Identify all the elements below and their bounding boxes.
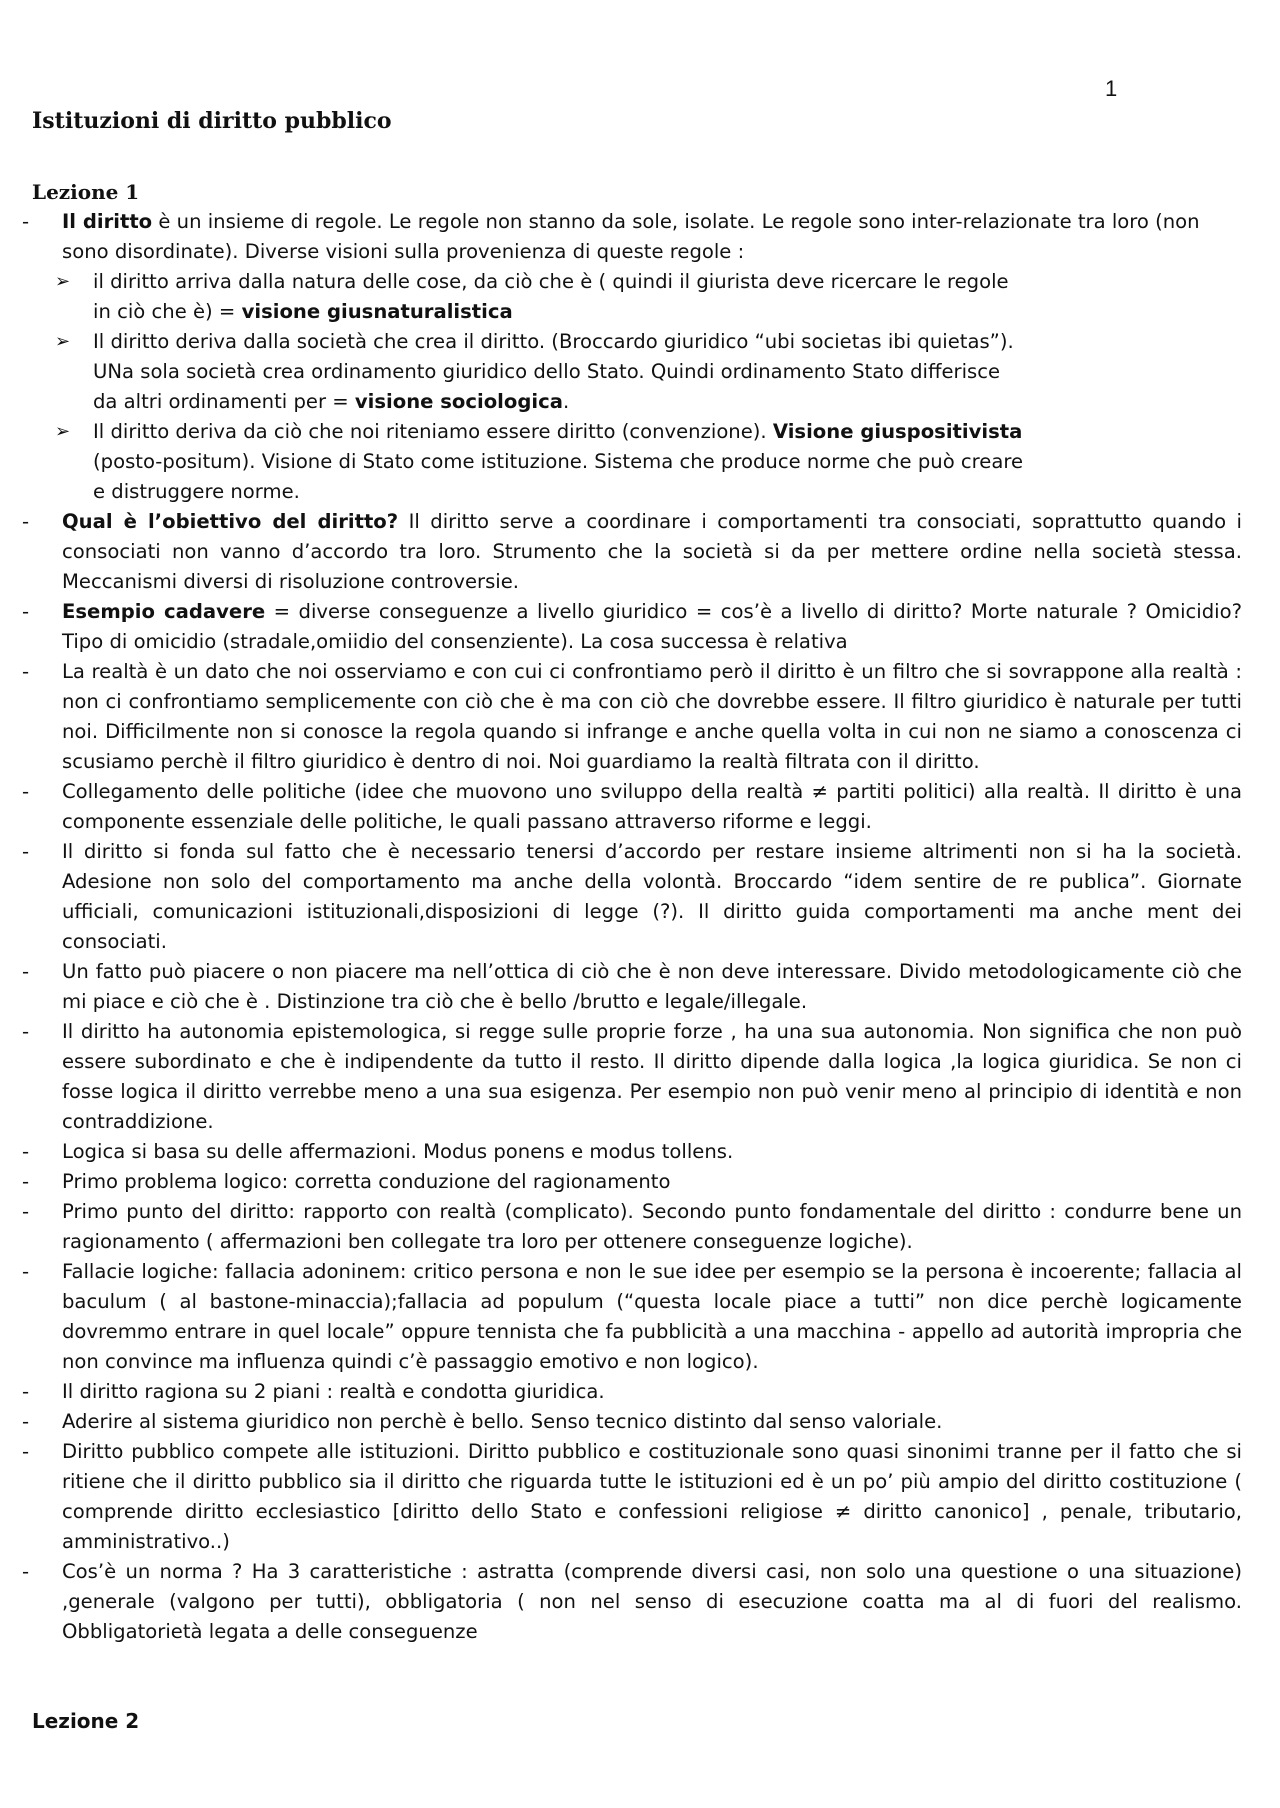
list-item: - Primo problema logico: corretta conduzione del ragionamento: [22, 1170, 671, 1193]
page-number: 1: [1105, 76, 1118, 101]
list-item: - Logica si basa su delle affermazioni. Modus ponens e modus tollens.: [22, 1140, 734, 1163]
list-item: - Fallacie logiche: fallacia adoninem: critico persona e non le sue idee per esempio se la persona è incoerente; fallacia al baculum ( al bastone-minaccia);fallacia ad populum (“questa locale piace a tutti” non dice perchè logicamente dovremmo entrare in quel locale” oppure tennista che fa pubblicità a una macchina - appello ad autorità impropria che non convince ma influenza quindi c’è passaggio emotivo e non logico).: [22, 1260, 1242, 1373]
list-item: - Il diritto si fonda sul fatto che è necessario tenersi d’accordo per restare insieme altrimenti non si ha la società. Adesione non solo del comportamento ma anche della volontà. Broccardo “idem sentire de re publica”. Giornate ufficiali, comunicazioni istituzionali,disposizioni di legge (?). Il diritto guida comportamenti ma anche ment dei consociati.: [22, 840, 1242, 953]
list-item: - Il diritto ragiona su 2 piani : realtà e condotta giuridica.: [22, 1380, 605, 1403]
arrow-bullet-icon: ➢: [55, 331, 71, 352]
list-item: - Il diritto ha autonomia epistemologica, si regge sulle proprie forze , ha una sua autonomia. Non significa che non può essere subordinato e che è indipendente da tutto il resto. Il diritto dipende dalla logica ,la logica giuridica. Se non ci fosse logica il diritto verrebbe meno a una sua esigenza. Per esempio non può venir meno al principio di identità e non contraddizione.: [22, 1020, 1242, 1133]
list-item: - Collegamento delle politiche (idee che muovono uno sviluppo della realtà ≠ partiti politici) alla realtà. Il diritto è una componente essenziale delle politiche, le quali passano attraverso riforme e leggi.: [22, 780, 1242, 833]
list-item: - Esempio cadavere = diverse conseguenze a livello giuridico = cos’è a livello di diritto? Morte naturale ? Omicidio?Tipo di omicidio (stradale,omiidio del consenziente). La cosa successa è relativa: [22, 600, 1242, 653]
sub-list-item: ➢ Il diritto deriva dalla società che crea il diritto. (Broccardo giuridico “ubi societas ibi quietas”). UNa sola società crea ordinamento giuridico dello Stato. Quindi ordinamento Stato differisce da altri ordinamenti per = visione sociologica.: [93, 327, 1123, 417]
lesson-notes: [0, 207, 1280, 1647]
list-item: - Diritto pubblico compete alle istituzioni. Diritto pubblico e costituzionale sono quasi sinonimi tranne per il fatto che si ritiene che il diritto pubblico sia il diritto che riguarda tutte le istituzioni ed è un po’ più ampio del diritto costituzione ( comprende diritto ecclesiastico [diritto dello Stato e confessioni religiose ≠ diritto canonico] , penale, tributario, amministrativo..): [22, 1440, 1242, 1553]
sub-list-item: ➢ Il diritto deriva da ciò che noi riteniamo essere diritto (convenzione). Visione giuspositivista (posto-positum). Visione di Stato come istituzione. Sistema che produce norme che può creare e distruggere norme.: [93, 417, 1123, 507]
section-heading-lezione-2: Lezione 2: [32, 1709, 140, 1733]
list-item: - Qual è l’obiettivo del diritto? Il diritto serve a coordinare i comportamenti tra consociati, soprattutto quando i consociati non vanno d’accordo tra loro. Strumento che la società si da per mettere ordine nella società stessa. Meccanismi diversi di risoluzione controversie.: [22, 510, 1242, 593]
arrow-bullet-icon: ➢: [55, 421, 71, 442]
list-item: - Cos’è un norma ? Ha 3 caratteristiche : astratta (comprende diversi casi, non solo una questione o una situazione) ,generale (valgono per tutti), obbligatoria ( non nel senso di esecuzione coatta ma al di fuori del realismo. Obbligatorietà legata a delle conseguenze: [22, 1560, 1242, 1643]
list-item: - Aderire al sistema giuridico non perchè è bello. Senso tecnico distinto dal senso valoriale.: [22, 1410, 943, 1433]
sub-list-item: ➢ il diritto arriva dalla natura delle cose, da ciò che è ( quindi il giurista deve ricercare le regole in ciò che è) = visione giusnaturalistica: [93, 267, 1123, 327]
list-item: - Un fatto può piacere o non piacere ma nell’ottica di ciò che è non deve interessare. Divido metodologicamente ciò che mi piace e ciò che è . Distinzione tra ciò che è bello /brutto e legale/illegale.: [22, 960, 1242, 1013]
list-item: - La realtà è un dato che noi osserviamo e con cui ci confrontiamo però il diritto è un filtro che si sovrappone alla realtà : non ci confrontiamo semplicemente con ciò che è ma con ciò che dovrebbe essere. Il filtro giuridico è naturale per tutti noi. Difficilmente non si conosce la regola quando si infrange e anche quella volta in cui non ne siamo a conoscenza ci scusiamo perchè il filtro giuridico è dentro di noi. Noi guardiamo la realtà filtrata con il diritto.: [22, 660, 1242, 773]
arrow-bullet-icon: ➢: [55, 271, 71, 292]
document-title: Istituzioni di diritto pubblico: [32, 108, 392, 134]
list-item: - Primo punto del diritto: rapporto con realtà (complicato). Secondo punto fondamentale del diritto : condurre bene un ragionamento ( affermazioni ben collegate tra loro per ottenere conseguenze logiche).: [22, 1200, 1242, 1253]
section-heading-lezione-1: Lezione 1: [32, 180, 140, 204]
list-item: - Il diritto è un insieme di regole. Le regole non stanno da sole, isolate. Le regole sono inter-relazionate tra loro (non sono disordinate). Diverse visioni sulla provenienza di queste regole :: [22, 210, 1200, 263]
